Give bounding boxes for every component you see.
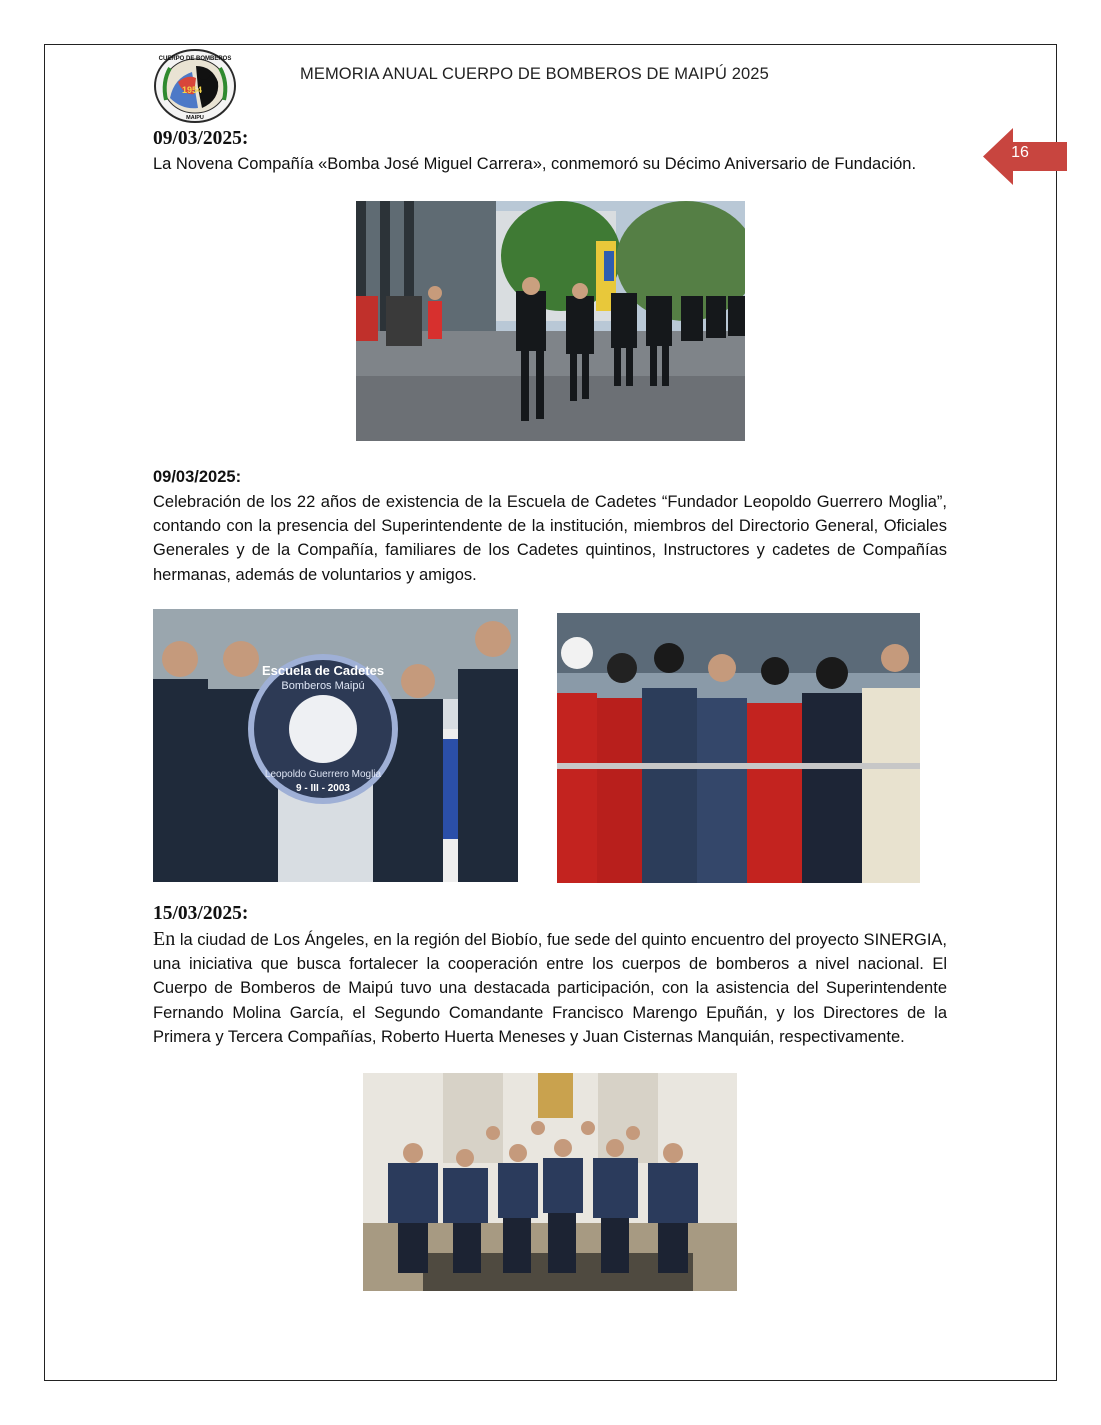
badge-name-text: Leopoldo Guerrero Moglia — [264, 769, 382, 780]
section-3-text — [153, 927, 947, 1049]
badge-title-text: Escuela de Cadetes — [261, 663, 385, 678]
bomberos-maipu-logo — [152, 48, 238, 124]
section-1-date: 09/03/2025: — [153, 128, 249, 149]
section-2-date: 09/03/2025: — [153, 468, 242, 486]
officers-salute-photo — [557, 613, 920, 883]
logo-text-top: CUERPO DE BOMBEROS — [158, 56, 232, 62]
header-title: MEMORIA ANUAL CUERPO DE BOMBEROS DE MAIPÚ 2025 — [300, 65, 769, 83]
sinergia-group-photo — [363, 1073, 737, 1291]
logo-text-bottom: MAIPU — [186, 115, 204, 121]
logo-year: 1954 — [182, 85, 203, 95]
cadets-badge-photo — [153, 609, 518, 882]
parade-photo — [356, 201, 745, 441]
badge-top-text: Bomberos Maipú — [281, 680, 365, 692]
section-3-text-first: En — [153, 928, 176, 950]
badge-date-text: 9 - III - 2003 — [296, 783, 350, 794]
page-number: 16 — [1011, 144, 1029, 161]
section-2-text: Celebración de los 22 años de existencia de la Escuela de Cadetes “Fundador Leopoldo Guerrero Moglia”, contando con la presencia del Superintendente de la institución, miembros del Directorio General, Oficiales Generales y de la Compañía, familiares de los Cadetes quintinos, Instructores y cadetes de Compañías hermanas, además de voluntarios y amigos. — [153, 493, 947, 584]
section-3-date: 15/03/2025: — [153, 903, 249, 924]
section-3-text-rest: la ciudad de Los Ángeles, en la región del Biobío, fue sede del quinto encuentro del proyecto SINERGIA, una iniciativa que busca fortalecer la cooperación entre los cuerpos de bomberos a nivel nacional. El Cuerpo de Bomberos de Maipú tuvo una destacada participación, con la asistencia del Superintendente Fernando Molina García, el Segundo Comandante Francisco Marengo Epuñán, y los Directores de la Primera y Tercera Compañías, Roberto Huerta Meneses y Juan Cisternas Manquián, respectivamente. — [153, 931, 947, 1046]
section-1-text: La Novena Compañía «Bomba José Miguel Carrera», conmemoró su Décimo Aniversario de Fundación. — [153, 155, 917, 173]
